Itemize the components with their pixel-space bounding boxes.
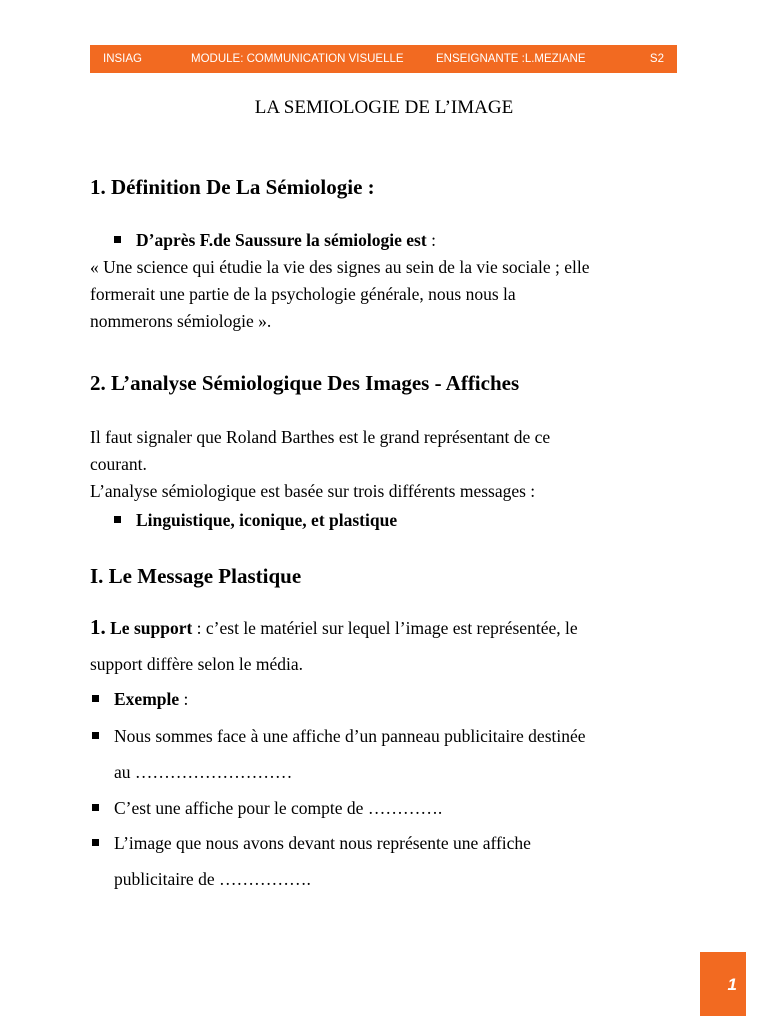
support-line-1 [90, 614, 578, 642]
bullet-image-line-2: publicitaire de ……………. [114, 869, 311, 889]
example-label: Exemple [114, 689, 180, 709]
sectionI-heading: I. Le Message Plastique [90, 564, 302, 588]
quote-line-1: « Une science qui étudie la vie des signes au sein de la vie sociale ; elle [90, 257, 590, 277]
example-colon: : [179, 689, 189, 709]
header-teacher: ENSEIGNANTE :L.MEZIANE [436, 53, 586, 65]
section2-para-line-2: courant. [90, 454, 147, 474]
square-bullet-icon [114, 516, 121, 523]
square-bullet-icon [92, 732, 99, 739]
bullet-account-text: C’est une affiche pour le compte de …………. [114, 798, 443, 818]
saussure-label: D’après F.de Saussure la sémiologie est [136, 230, 427, 250]
header-school: INSIAG [103, 53, 142, 65]
bullet-image-line-1: L’image que nous avons devant nous représente une affiche [114, 833, 531, 853]
support-definition: : c’est le matériel sur lequel l’image est représentée, le [192, 618, 578, 638]
section1-heading: 1. Définition De La Sémiologie : [90, 175, 375, 199]
header-module: MODULE: COMMUNICATION VISUELLE [191, 53, 404, 65]
saussure-colon: : [426, 230, 436, 250]
quote-line-3: nommerons sémiologie ». [90, 311, 272, 331]
square-bullet-icon [92, 839, 99, 846]
page-number: 1 [727, 975, 737, 994]
header-bar [90, 45, 677, 73]
support-line-2: support diffère selon le média. [90, 654, 304, 674]
page-number-badge [700, 952, 746, 1016]
square-bullet-icon [92, 804, 99, 811]
quote-line-2: formerait une partie de la psychologie générale, nous nous la [90, 284, 516, 304]
bullet-panel-line-2: au ……………………… [114, 762, 293, 782]
support-number: 1. [90, 615, 106, 639]
square-bullet-icon [92, 695, 99, 702]
section2-para-line-3: L’analyse sémiologique est basée sur trois différents messages : [90, 481, 536, 501]
message-types: Linguistique, iconique, et plastique [136, 510, 398, 530]
section2-heading: 2. L’analyse Sémiologique Des Images - Affiches [90, 371, 520, 395]
square-bullet-icon [114, 236, 121, 243]
section2-para-line-1: Il faut signaler que Roland Barthes est le grand représentant de ce [90, 427, 551, 447]
page-title: LA SEMIOLOGIE DE L’IMAGE [254, 97, 514, 118]
header-semester: S2 [649, 53, 664, 65]
support-label: Le support [110, 618, 193, 638]
bullet-panel-line-1: Nous sommes face à une affiche d’un panneau publicitaire destinée [114, 726, 586, 746]
